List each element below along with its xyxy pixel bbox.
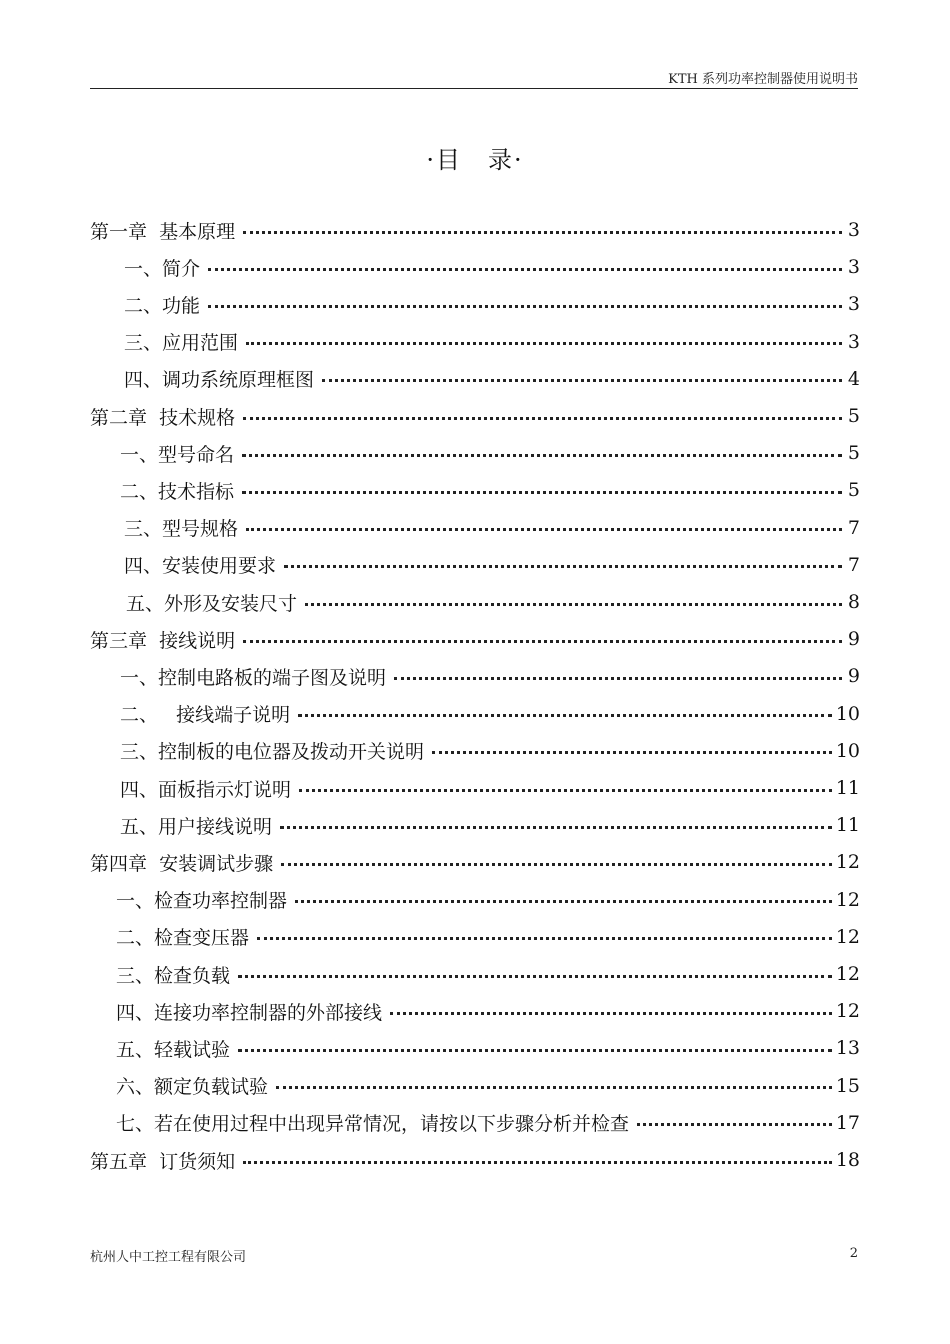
toc-entry-label: 五、轻载试验 [116,1038,231,1061]
toc-dot-leader [322,379,842,382]
toc-entry-page: 5 [847,405,860,427]
toc-entry-page: 3 [847,330,860,353]
toc-entry-page: 3 [847,256,860,279]
toc-title: ·目 录· [426,146,524,174]
toc-entry[interactable] [90,472,860,508]
toc-entry-label: 第二章 技术规格 [90,406,236,429]
toc-entry-label: 三、控制板的电位器及拨动开关说明 [120,741,425,764]
toc-entry-page: 7 [847,516,860,539]
toc-dot-leader [243,231,842,234]
toc-entry-page: 5 [847,442,860,465]
toc-entry[interactable] [90,993,860,1029]
toc-entry-page: 5 [847,479,860,502]
toc-entry-label: 五、用户接线说明 [120,815,273,838]
toc-entry[interactable] [90,1142,860,1178]
toc-dot-leader [390,1012,832,1015]
toc-entry-page: 8 [847,591,860,613]
toc-dot-leader [257,937,832,940]
toc-dot-leader [276,1086,832,1089]
toc-entry[interactable] [90,510,860,546]
toc-entry-page: 12 [835,925,860,948]
toc-entry-label: 四、安装使用要求 [124,555,277,578]
toc-entry-label: 一、简介 [124,257,201,280]
toc-entry[interactable] [90,361,860,397]
toc-entry-label: 三、应用范围 [124,332,239,355]
toc-entry-page: 12 [835,888,860,911]
toc-entry-label: 第一章 基本原理 [90,220,236,243]
toc-entry-label: 第四章 安装调试步骤 [90,852,274,875]
toc-entry-label: 二、技术指标 [120,480,235,503]
toc-entry[interactable] [90,770,860,806]
toc-entry[interactable] [90,435,860,471]
toc-dot-leader [284,565,842,568]
toc-entry-page: 17 [835,1111,860,1134]
toc-entry-page: 11 [835,777,860,799]
toc-dot-leader [238,975,832,978]
toc-dot-leader [432,751,832,754]
toc-dot-leader [243,417,842,420]
toc-entry[interactable] [90,584,860,620]
toc-entry[interactable] [90,844,860,880]
toc-entry-label: 第三章 接线说明 [90,629,236,652]
toc-entry-page: 18 [835,1149,860,1171]
toc-entry-page: 12 [835,1000,860,1023]
toc-entry-label: 一、检查功率控制器 [116,890,288,913]
toc-dot-leader [305,603,842,606]
toc-entry-page: 4 [847,367,860,390]
toc-entry-label: 三、型号规格 [124,518,239,541]
toc-dot-leader [208,305,842,308]
toc-entry-page: 10 [835,702,860,725]
toc-dot-leader [281,863,832,866]
toc-dot-leader [238,1049,832,1052]
toc-entry-label: 一、控制电路板的端子图及说明 [120,666,387,689]
toc-entry-label: 二、 接线端子说明 [120,704,291,727]
toc-dot-leader [243,1161,832,1164]
toc-entry-label: 四、连接功率控制器的外部接线 [116,1001,383,1024]
toc-entry-page: 9 [847,628,860,651]
toc-entry-page: 7 [847,553,860,576]
footer-page-number: 2 [849,1246,858,1261]
toc-entry-page: 10 [835,739,860,762]
toc-entry-page: 15 [835,1074,860,1097]
toc-dot-leader [298,714,832,717]
header-rule [90,88,858,89]
toc-dot-leader [280,826,832,829]
toc-entry[interactable] [90,696,860,732]
toc-dot-leader [242,491,842,494]
toc-entry-label: 三、检查负载 [116,964,231,987]
toc-entry[interactable] [90,658,860,694]
toc-entry-label: 二、功能 [124,294,201,317]
toc-entry-label: 七、若在使用过程中出现异常情况，请按以下步骤分析并检查 [116,1113,630,1136]
toc-entry-label: 六、额定负载试验 [116,1076,269,1099]
toc-entry-page: 11 [835,814,860,837]
toc-dot-leader [243,640,842,643]
running-header: KTH 系列功率控制器使用说明书 [668,72,858,87]
toc-entry-label: 五、外形及安装尺寸 [126,592,298,615]
toc-dot-leader [394,677,842,680]
toc-entry[interactable] [90,547,860,583]
toc-dot-leader [246,342,842,345]
toc-entry[interactable] [90,919,860,955]
toc-entry[interactable] [90,882,860,918]
toc-dot-leader [208,268,842,271]
toc-entry[interactable] [90,807,860,843]
toc-entry[interactable] [90,398,860,434]
footer-company: 杭州人中工控工程有限公司 [90,1250,247,1265]
toc-entry-label: 二、检查变压器 [116,927,250,950]
toc-entry-page: 13 [835,1037,860,1060]
toc-entry-page: 9 [847,665,860,688]
toc-dot-leader [295,900,832,903]
toc-dot-leader [246,528,842,531]
toc-dot-leader [242,454,842,457]
toc-entry[interactable] [90,286,860,322]
toc-entry[interactable] [90,324,860,360]
toc-entry-page: 3 [847,219,860,241]
toc-dot-leader [637,1123,832,1126]
toc-entry-page: 12 [835,851,860,874]
toc-dot-leader [299,789,832,792]
toc-entry[interactable] [90,1030,860,1066]
toc-entry-page: 3 [847,293,860,316]
toc-entry[interactable] [90,1105,860,1141]
toc-entry-label: 一、型号命名 [120,443,235,466]
toc-entry-label: 四、调功系统原理框图 [124,369,315,392]
toc-entry-label: 第五章 订货须知 [90,1150,236,1173]
toc-entry[interactable] [90,1068,860,1104]
toc-entry-label: 四、面板指示灯说明 [120,778,292,801]
toc-entry-page: 12 [835,963,860,985]
toc-entry[interactable] [90,621,860,657]
toc-entry[interactable] [90,212,860,248]
toc-entry[interactable] [90,956,860,992]
toc-entry[interactable] [90,249,860,285]
toc-entry[interactable] [90,733,860,769]
